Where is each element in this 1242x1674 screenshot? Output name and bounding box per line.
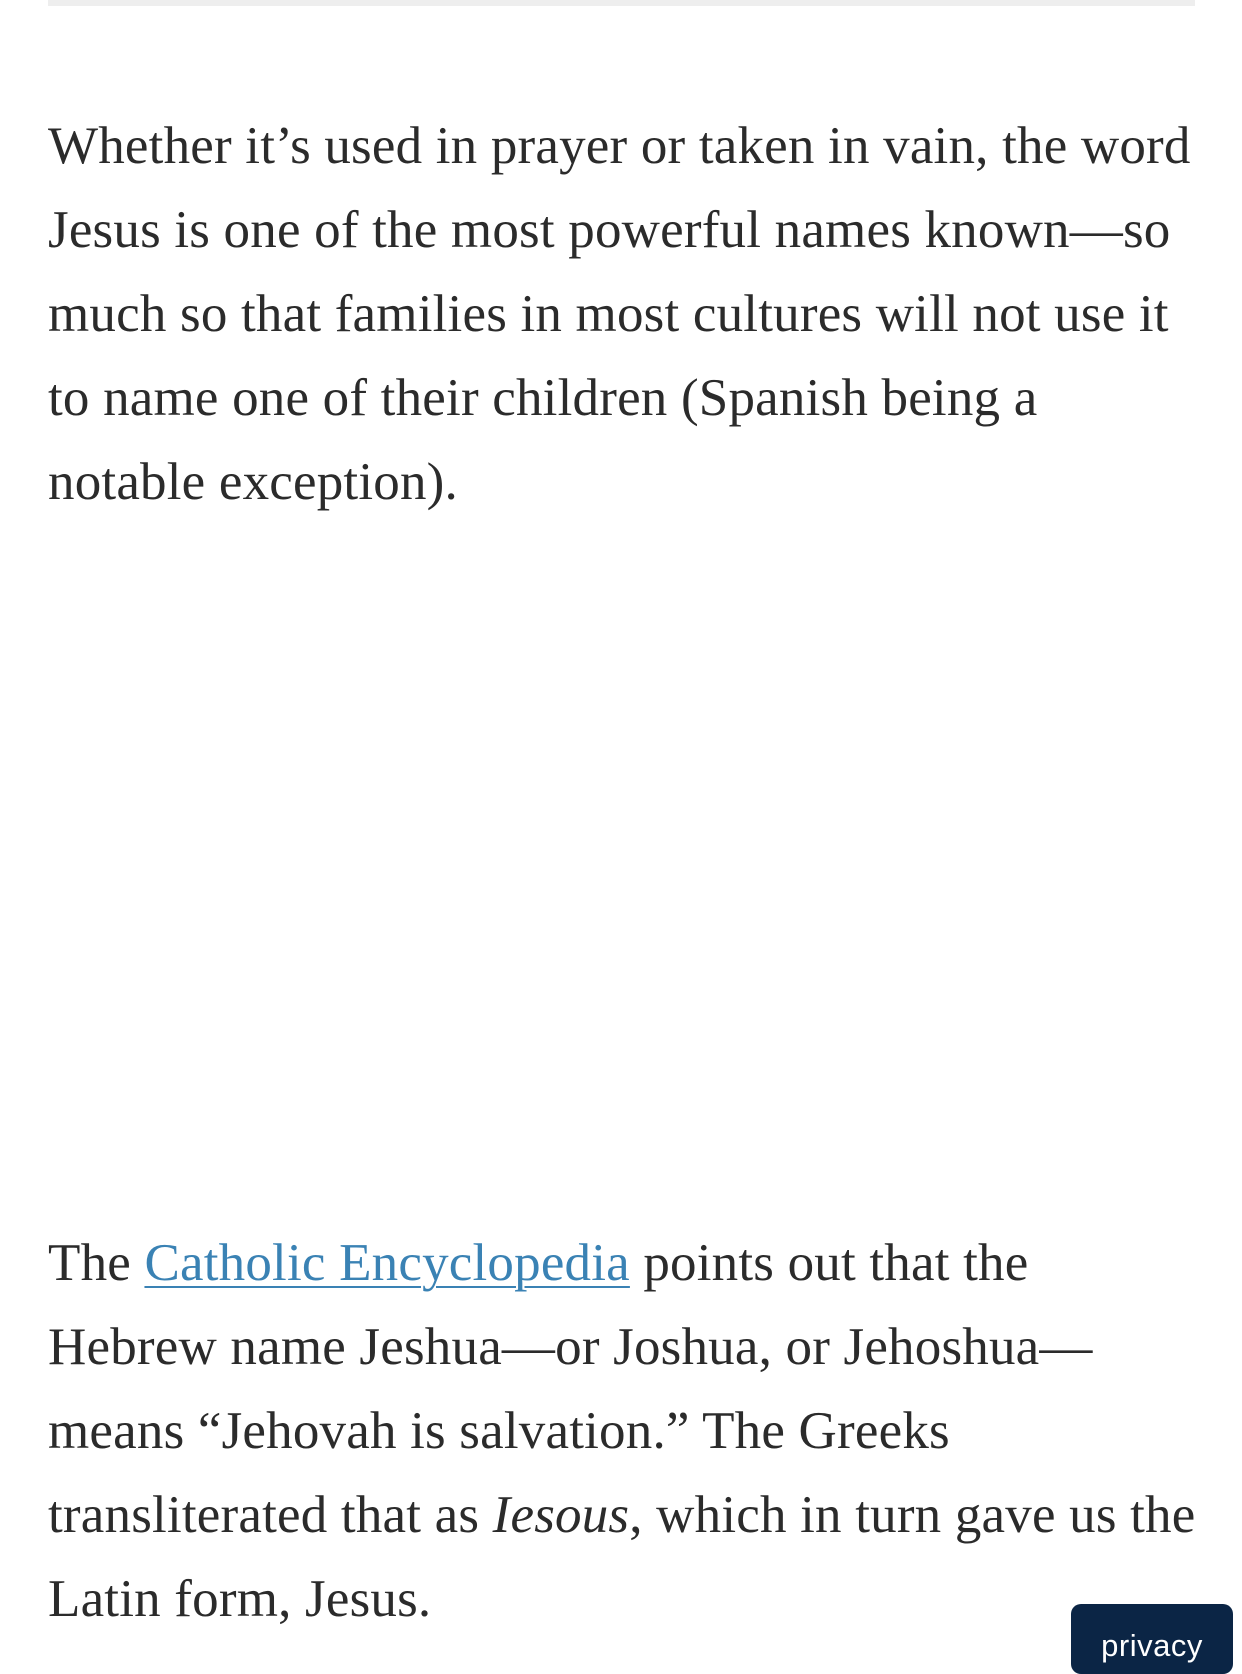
privacy-button[interactable]: privacy bbox=[1071, 1604, 1233, 1674]
article-paragraph-1: Whether it’s used in prayer or taken in vain, the word Jesus is one of the most powerful names known—so much so that families in most cultures will not use it to name one of their children (Spanish being a notable exception). bbox=[48, 117, 1191, 511]
iesous-italic: Iesous bbox=[492, 1486, 630, 1544]
paragraph-2-after-link: points out that the Hebrew name Jeshua—or Joshua, or Jehoshua—means “Jehovah is salvation.” The Greeks transliterated that as bbox=[48, 1234, 1093, 1544]
article-paragraph-2 bbox=[48, 1221, 1198, 1641]
paragraph-2-lead: The bbox=[48, 1234, 145, 1292]
catholic-encyclopedia-link[interactable]: Catholic Encyclopedia bbox=[144, 1234, 630, 1292]
top-divider bbox=[48, 0, 1195, 6]
paragraph-2-ending: , which in turn gave us the Latin form, Jesus. bbox=[48, 1486, 1196, 1628]
ad-placeholder bbox=[48, 560, 1195, 1160]
